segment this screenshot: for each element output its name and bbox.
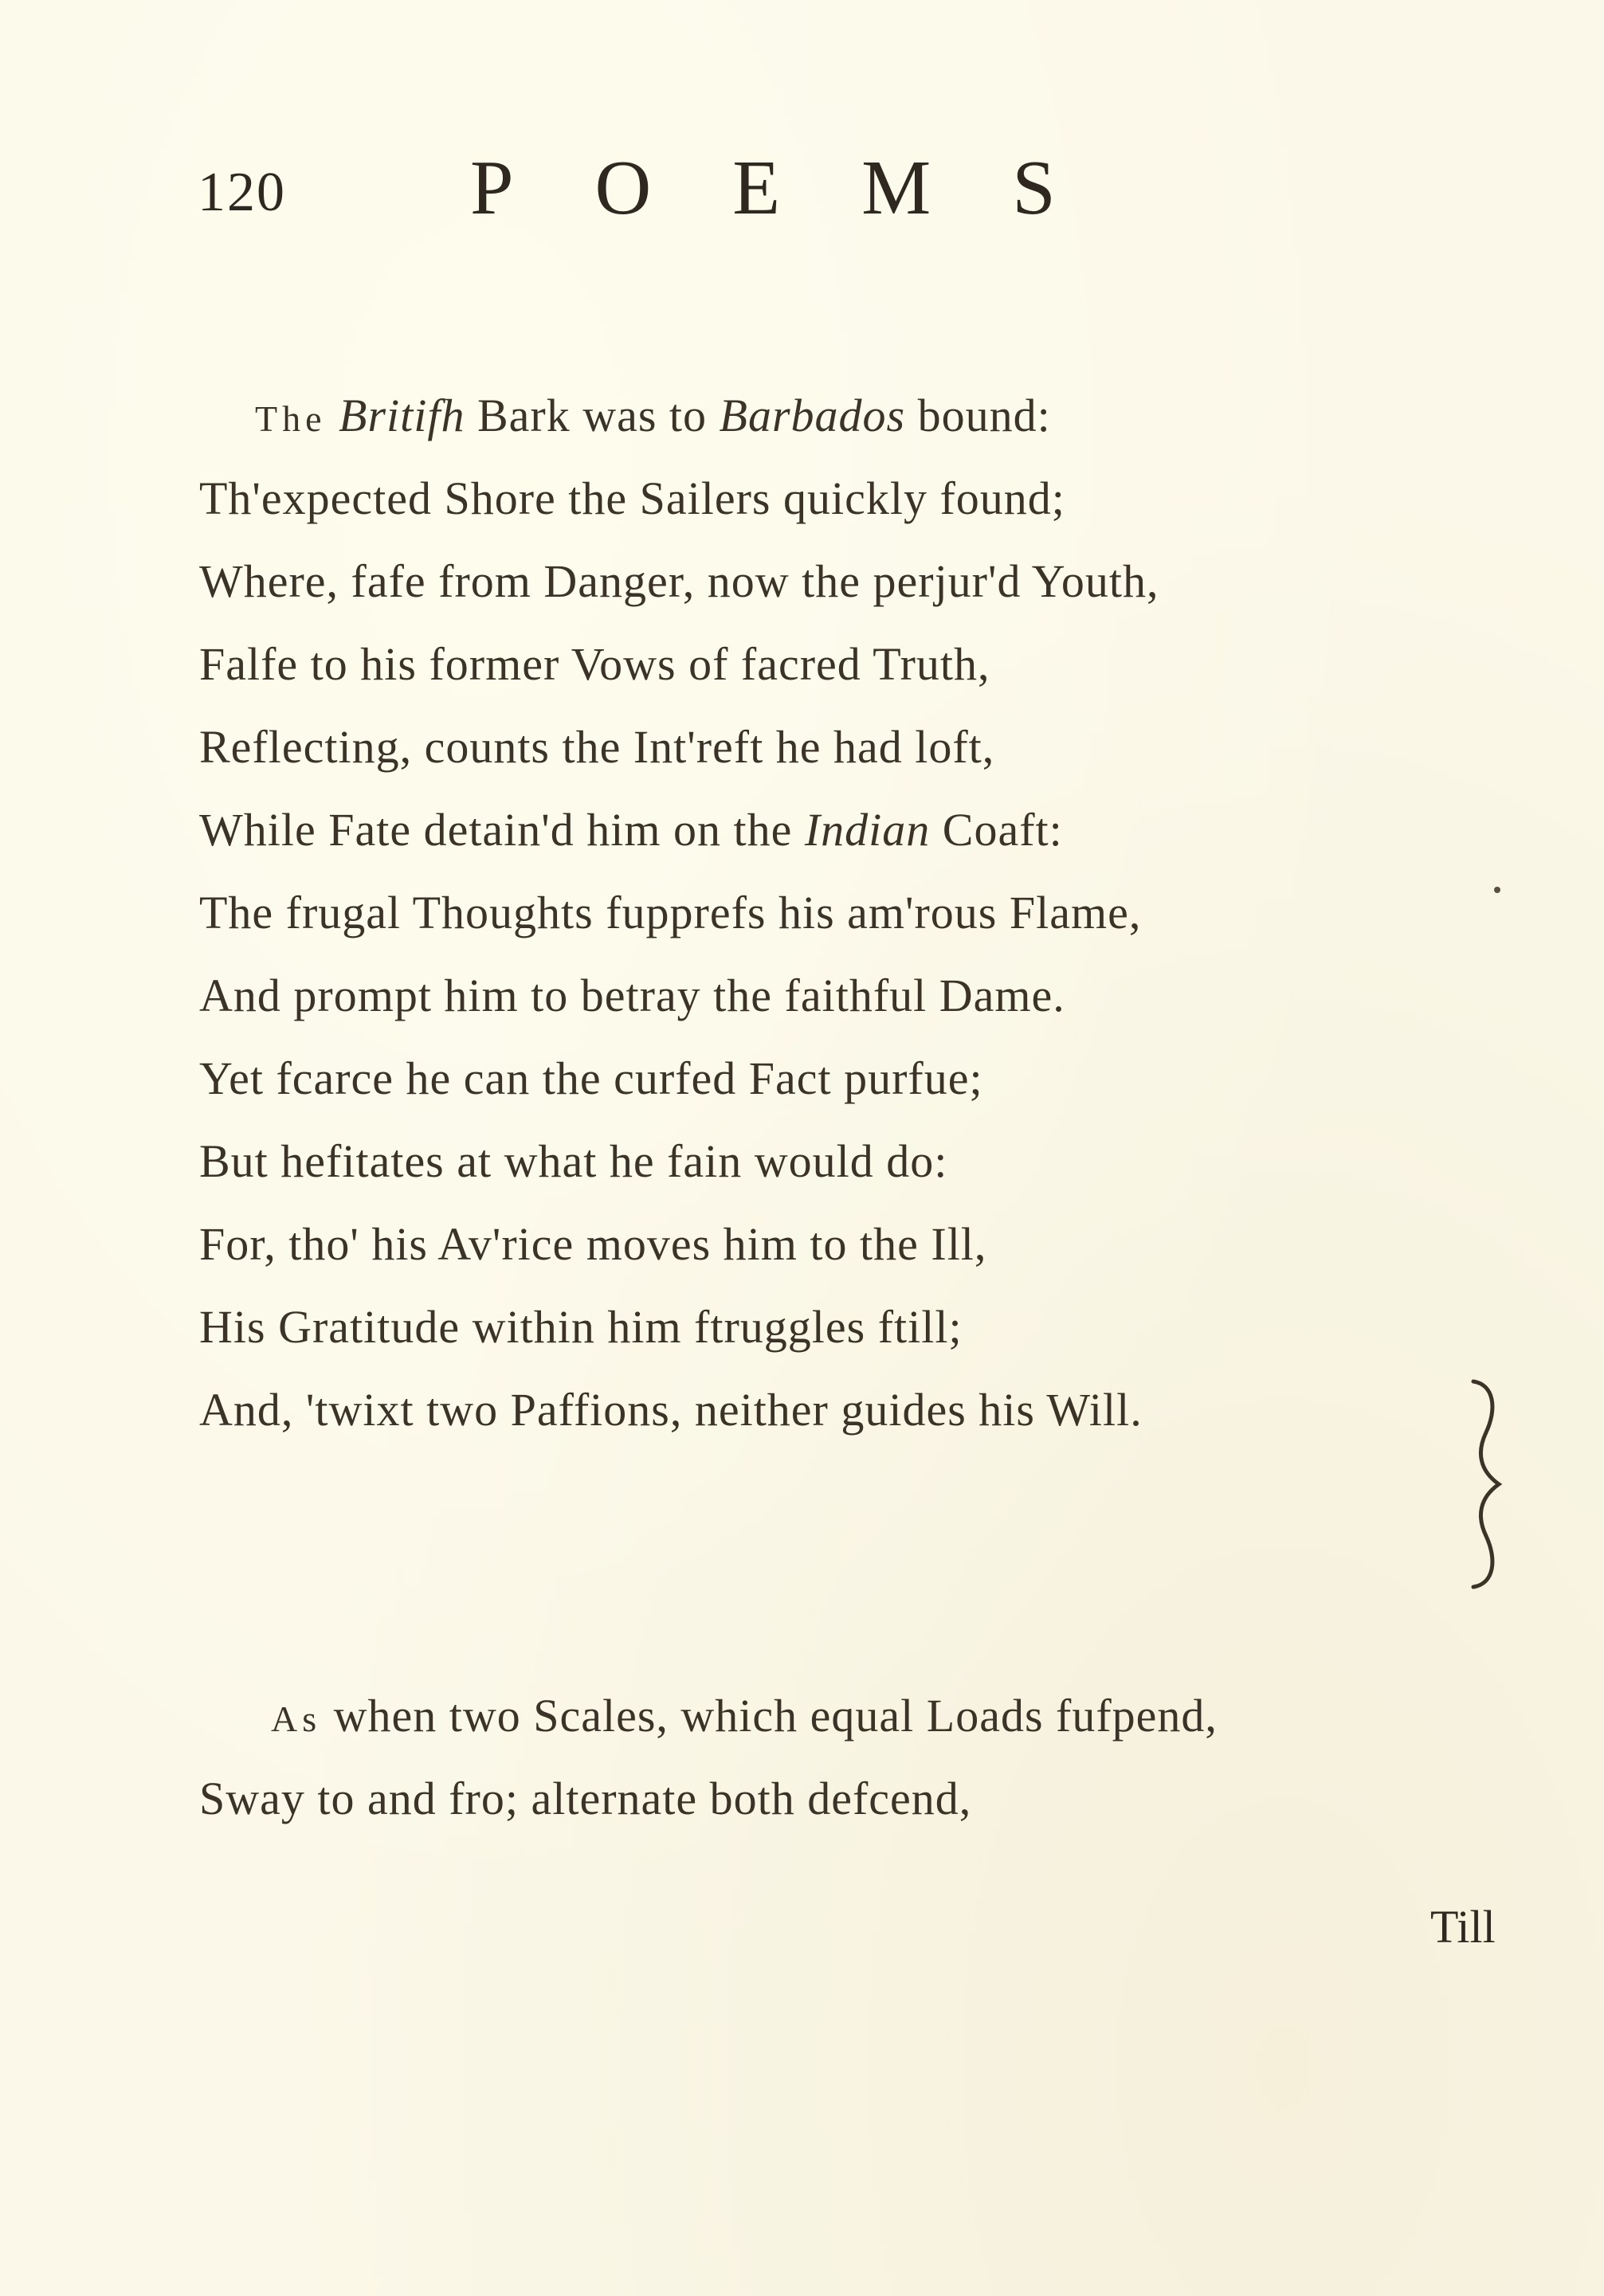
running-head (0, 143, 1604, 255)
poem-line: His Gratitude within him ftruggles ftill; (199, 1301, 963, 1353)
poem-line: Where, fafe from Danger, now the perjur'd Youth, (199, 555, 1159, 607)
poem-line: But hefitates at what he fain would do: (199, 1135, 948, 1187)
poem-line (199, 374, 1474, 457)
running-title: POEMS (470, 145, 1137, 231)
curly-brace-icon (1462, 1377, 1510, 1592)
line-text: when two Scales, which equal Loads fufpend, (321, 1690, 1218, 1742)
italic-word: Barbados (719, 390, 906, 441)
line-text: Coaft: (930, 804, 1063, 856)
poem-line: Reflecting, counts the Int'reft he had loft, (199, 721, 995, 773)
italic-word: Britifh (339, 390, 465, 441)
catchword: Till (1430, 1901, 1496, 1953)
poem-line: For, tho' his Av'rice moves him to the Ill, (199, 1218, 987, 1270)
poem-line: Sway to and fro; alternate both defcend, (199, 1773, 972, 1824)
line-text: Bark was to (465, 390, 720, 441)
poem-line (199, 789, 1474, 872)
line-text: bound: (905, 390, 1051, 441)
line-text: While Fate detain'd him on the (199, 804, 805, 856)
poem-line: Th'expected Shore the Sailers quickly found; (199, 472, 1065, 524)
page-number: 120 (198, 162, 286, 223)
poem-line: Yet fcarce he can the curfed Fact purfue; (199, 1052, 983, 1104)
small-caps-word: As (271, 1698, 322, 1739)
stanza-1 (199, 374, 1474, 1452)
italic-word: Indian (804, 804, 931, 856)
poem-line: And, 'twixt two Paffions, neither guides his Will. (199, 1384, 1143, 1436)
poem-line: Falfe to his former Vows of facred Truth, (199, 638, 990, 690)
poem-line: The frugal Thoughts fupprefs his am'rous Flame, (199, 887, 1142, 938)
poem-line (199, 1675, 1474, 1757)
stray-dot (1494, 887, 1500, 893)
stanza-2 (199, 1675, 1474, 1840)
poem-line: And prompt him to betray the faithful Dame. (199, 970, 1065, 1021)
small-caps-word: The (255, 398, 327, 439)
